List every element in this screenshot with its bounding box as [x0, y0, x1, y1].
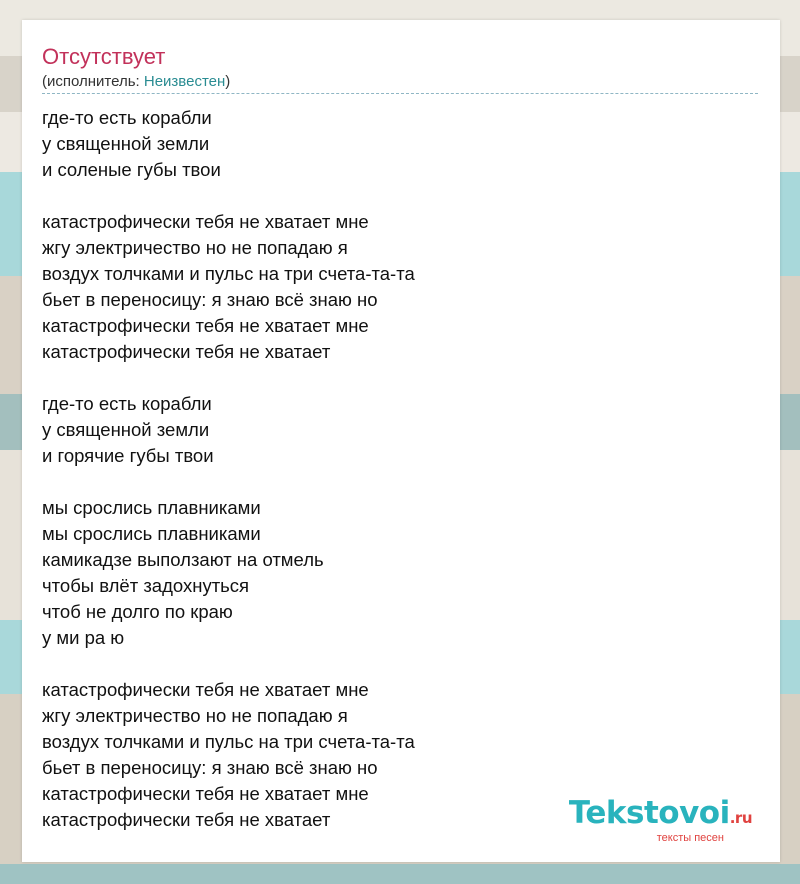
lyric-line: жгу электричество но не попадаю я	[42, 705, 348, 726]
divider	[42, 93, 758, 94]
lyric-line: катастрофически тебя не хватает мне	[42, 783, 369, 804]
site-logo[interactable]	[569, 797, 752, 844]
logo-name: Tekstovoi	[568, 795, 730, 831]
song-title: Отсутствует	[42, 44, 166, 69]
background-stripe	[0, 864, 800, 884]
lyric-line: бьет в переносицу: я знаю всё знаю но	[42, 757, 378, 778]
lyric-line: воздух толчками и пульс на три счета-та-та	[42, 263, 415, 284]
lyric-line: у священной земли	[42, 133, 210, 154]
lyric-line: мы срослись плавниками	[42, 523, 261, 544]
lyric-line: бьет в переносицу: я знаю всё знаю но	[42, 289, 378, 310]
lyric-line	[42, 651, 742, 677]
lyric-line	[42, 469, 742, 495]
lyrics-card	[22, 20, 780, 862]
lyric-line: у священной земли	[42, 419, 210, 440]
lyric-line: и соленые губы твои	[42, 159, 221, 180]
lyric-line: камикадзе выползают на отмель	[42, 549, 324, 570]
lyric-line: чтобы влёт задохнуться	[42, 575, 250, 596]
lyric-line: где-то есть корабли	[42, 107, 212, 128]
lyric-line: и горячие губы твои	[42, 445, 214, 466]
lyrics-text	[42, 105, 742, 833]
lyric-line	[42, 365, 742, 391]
artist-link[interactable]: Неизвестен	[143, 73, 226, 90]
lyric-line: катастрофически тебя не хватает мне	[42, 315, 369, 336]
logo-tld: .ru	[729, 809, 752, 827]
lyric-line: воздух толчками и пульс на три счета-та-та	[42, 731, 415, 752]
lyric-line: жгу электричество но не попадаю я	[42, 237, 348, 258]
lyric-line: где-то есть корабли	[42, 393, 212, 414]
artist-line	[42, 73, 230, 91]
lyric-line: катастрофически тебя не хватает мне	[42, 211, 369, 232]
lyric-line: мы срослись плавниками	[42, 497, 261, 518]
lyric-line: у ми ра ю	[42, 627, 125, 648]
artist-prefix: (исполнитель:	[42, 73, 144, 90]
artist-suffix: )	[225, 73, 231, 90]
lyric-line: катастрофически тебя не хватает	[42, 341, 331, 362]
lyric-line: катастрофически тебя не хватает	[42, 809, 331, 830]
lyric-line: катастрофически тебя не хватает мне	[42, 679, 369, 700]
lyric-line	[42, 183, 742, 209]
lyric-line: чтоб не долго по краю	[42, 601, 233, 622]
logo-tagline: тексты песен	[656, 832, 724, 844]
